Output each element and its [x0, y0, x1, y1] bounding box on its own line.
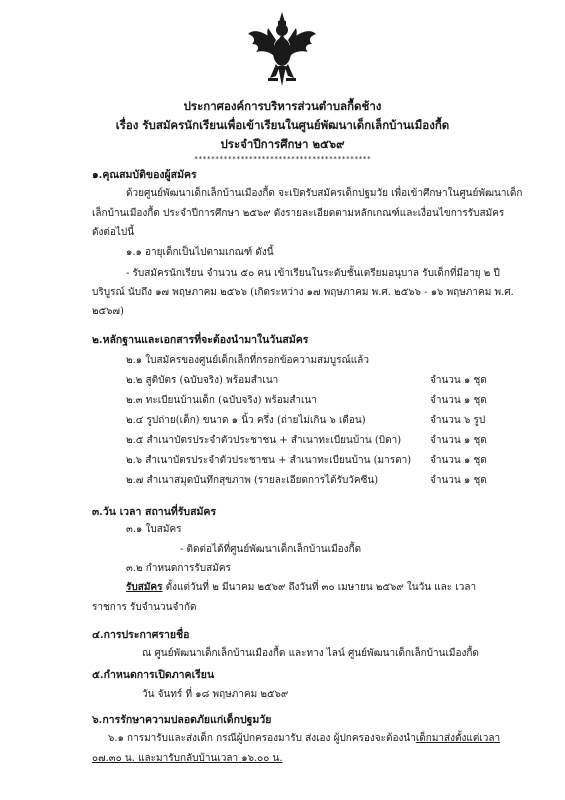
list-item-quantity: จำนวน ๑ ชุด	[430, 455, 487, 466]
list-item: ๒.๕ สำเนาบัตรประจำตัวประชาชน + สำเนาทะเบียนบ้าน (บิดา)	[126, 435, 402, 446]
list-item: ๒.๖ สำเนาบัตรประจำตัวประชาชน + สำเนาทะเบียนบ้าน (มารดา)	[126, 455, 412, 466]
list-item: ๒.๗ สำเนาสมุดบันทึกสุขภาพ (รายละเอียดการได้รับวัคซีน)	[126, 475, 379, 486]
section1-detail-3: ๒๕๖๗)	[92, 306, 124, 317]
section3-apply-line	[126, 580, 476, 595]
section4-detail: ณ ศูนย์พัฒนาเด็กเล็กบ้านเมืองกื้ด และทาง ไลน์ ศูนย์พัฒนาเด็กเล็กบ้านเมืองกื้ด	[142, 648, 479, 659]
section6-detail-2: ๐๗.๓๐ น. และมารับกลับบ้านเวลา ๑๖.๐๐ น.	[92, 753, 283, 764]
apply-text: ตั้งแต่วันที่ ๒ มีนาคม ๒๕๖๙ ถึงวันที่ ๓๐ เมษายน ๒๕๖๙ ในวัน และ เวลา	[162, 582, 477, 593]
list-item-quantity: จำนวน ๖ รูป	[430, 415, 486, 426]
section5-detail: วัน จันทร์ ที่ ๑๘ พฤษภาคม ๒๕๖๙	[142, 689, 289, 700]
list-item: ๒.๒ สูติบัตร (ฉบับจริง) พร้อมสำเนา	[126, 375, 279, 386]
section3-sub-1-detail: - ติดต่อได้ที่ศูนย์พัฒนาเด็กเล็กบ้านเมืองกื้ด	[180, 544, 362, 555]
section2-heading: ๒.หลักฐานและเอกสารที่จะต้องนำมาในวันสมัคร	[92, 334, 309, 346]
list-item: ๒.๔ รูปถ่าย(เด็ก) ขนาด ๑ นิ้ว ครึ่ง (ถ่ายไม่เกิน ๖ เดือน)	[126, 415, 366, 426]
section1-detail-2: บริบูรณ์ นับถึง ๑๗ พฤษภาคม ๒๕๖๖ (เกิดระหว่าง ๑๗ พฤษภาคม พ.ศ. ๒๕๖๖ - ๑๖ พฤษภาคม พ.ศ.	[92, 287, 514, 298]
list-item-quantity: จำนวน ๑ ชุด	[430, 395, 487, 406]
section3-sub-1: ๓.๑ ใบสมัคร	[126, 524, 182, 535]
section3-sub-2: ๓.๒ กำหนดการรับสมัคร	[126, 563, 231, 574]
list-item-quantity: จำนวน ๑ ชุด	[430, 475, 487, 486]
list-item-quantity: จำนวน ๑ ชุด	[430, 375, 487, 386]
section6-detail-1	[108, 731, 500, 746]
section6-detail-1b: เด็กมาส่งตั้งแต่เวลา	[415, 733, 501, 744]
section1-intro-1: ด้วยศูนย์พัฒนาเด็กเล็กบ้านเมืองกื้ด จะเปิดรับสมัครเด็กปฐมวัย เพื่อเข้าศึกษาในศูนย์พัฒนาเด็ก	[126, 188, 523, 199]
section3-apply-line-2: ราชการ รับจำนวนจำกัด	[92, 602, 197, 613]
list-item: ๒.๓ ทะเบียนบ้านเด็ก (ฉบับจริง) พร้อมสำเนา	[126, 395, 317, 406]
section1-detail-1: - รับสมัครนักเรียน จำนวน ๕๐ คน เข้าเรียนในระดับชั้นเตรียมอนุบาล รับเด็กที่มีอายุ ๒ ปี	[126, 268, 500, 279]
section1-sub-1: ๑.๑ อายุเด็กเป็นไปตามเกณฑ์ ดังนี้	[126, 247, 274, 258]
org-title: ประกาศองค์การบริหารส่วนตำบลกื้ดช้าง	[183, 99, 382, 113]
section1-heading: ๑.คุณสมบัติของผู้สมัคร	[92, 169, 197, 181]
section4-heading: ๔.การประกาศรายชื่อ	[92, 629, 190, 641]
section1-intro-3: ดังต่อไปนี้	[92, 227, 135, 238]
academic-year-line: ประจำปีการศึกษา ๒๕๖๙	[220, 137, 345, 151]
section6-detail-1a: ๖.๑ การมารับและส่งเด็ก กรณีผู้ปกครองมารับ ส่งเอง ผู้ปกครองจะต้องนำ	[108, 733, 416, 744]
section6-heading: ๖.การรักษาความปลอดภัยแก่เด็กปฐมวัย	[92, 714, 272, 726]
subject-line: เรื่อง รับสมัครนักเรียนเพื่อเข้าเรียนในศูนย์พัฒนาเด็กเล็กบ้านเมืองกื้ด	[115, 118, 450, 132]
list-item: ๒.๑ ใบสมัครของศูนย์เด็กเล็กที่กรอกข้อความสมบูรณ์แล้ว	[126, 355, 369, 366]
section1-intro-2: เล็กบ้านเมืองกื้ด ประจำปีการศึกษา ๒๕๖๙ ดังรายละเอียดตามหลักเกณฑ์และเงื่อนไขการรับสมัคร	[92, 208, 505, 219]
garuda-emblem-icon	[246, 10, 318, 90]
section3-heading: ๓.วัน เวลา สถานที่รับสมัคร	[92, 506, 217, 518]
apply-label: รับสมัคร	[126, 582, 163, 593]
separator-stars: ******************************************	[193, 155, 371, 163]
section5-heading: ๕.กำหนดการเปิดภาคเรียน	[92, 669, 215, 681]
list-item-quantity: จำนวน ๑ ชุด	[430, 435, 487, 446]
